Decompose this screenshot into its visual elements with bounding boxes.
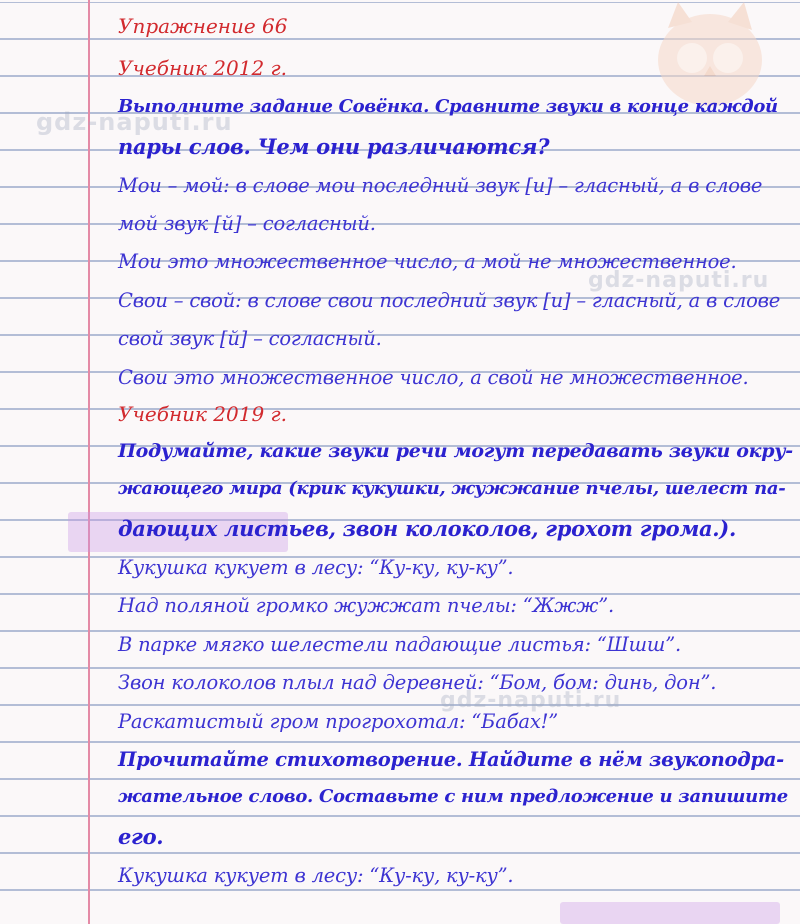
task-text-line: жательное слово. Составьте с ним предложение и запишите [118,786,788,807]
answer-line: свой звук [й] – согласный. [118,327,382,350]
answer-line: Над поляной громко жужжат пчелы: “Жжж”. [118,594,614,617]
watermark-text: gdz-naputi.ru [36,108,233,136]
task-text-line: жающего мира (крик кукушки, жужжание пчелы, шелест па- [118,478,786,499]
task-text-line: Подумайте, какие звуки речи могут передавать звуки окру- [118,440,793,462]
answer-line: Мои это множественное число, а мой не множественное. [118,250,737,273]
task-text-line: его. [118,824,164,849]
answer-line: Свои – свой: в слове свои последний звук [и] – гласный, а в слове [118,289,781,312]
answer-line: Свои это множественное число, а свой не множественное. [118,366,749,389]
task-text-line: Прочитайте стихотворение. Найдите в нём звукоподра- [118,748,784,771]
watermark-text: gdz-naputi.ru [588,268,770,293]
answer-line: мой звук [й] – согласный. [118,212,376,235]
exercise-title: Упражнение 66 [118,14,288,38]
textbook-2019-label: Учебник 2019 г. [118,402,288,426]
answer-line: Кукушка кукует в лесу: “Ку-ку, ку-ку”. [118,864,514,887]
answer-line: В парке мягко шелестели падающие листья: “Шшш”. [118,633,681,656]
answer-line: Мои – мой: в слове мои последний звук [и] – гласный, а в слове [118,174,763,197]
answer-line: Раскатистый гром прогрохотал: “Бабах!” [118,710,559,733]
task-text-line: дающих листьев, звон колоколов, грохот грома.). [118,516,736,541]
task-text-line: Выполните задание Совёнка. Сравните звуки в конце каждой [118,96,778,117]
watermark-text: gdz-naputi.ru [440,688,622,713]
answer-line: Звон колоколов плыл над деревней: “Бом, бом: динь, дон”. [118,671,717,694]
task-text-line: пары слов. Чем они различаются? [118,134,550,159]
answer-line: Кукушка кукует в лесу: “Ку-ку, ку-ку”. [118,556,514,579]
textbook-2012-label: Учебник 2012 г. [118,56,288,80]
highlight-mark [560,902,780,924]
notebook-margin-line [88,0,90,924]
owl-logo-icon [640,0,780,110]
